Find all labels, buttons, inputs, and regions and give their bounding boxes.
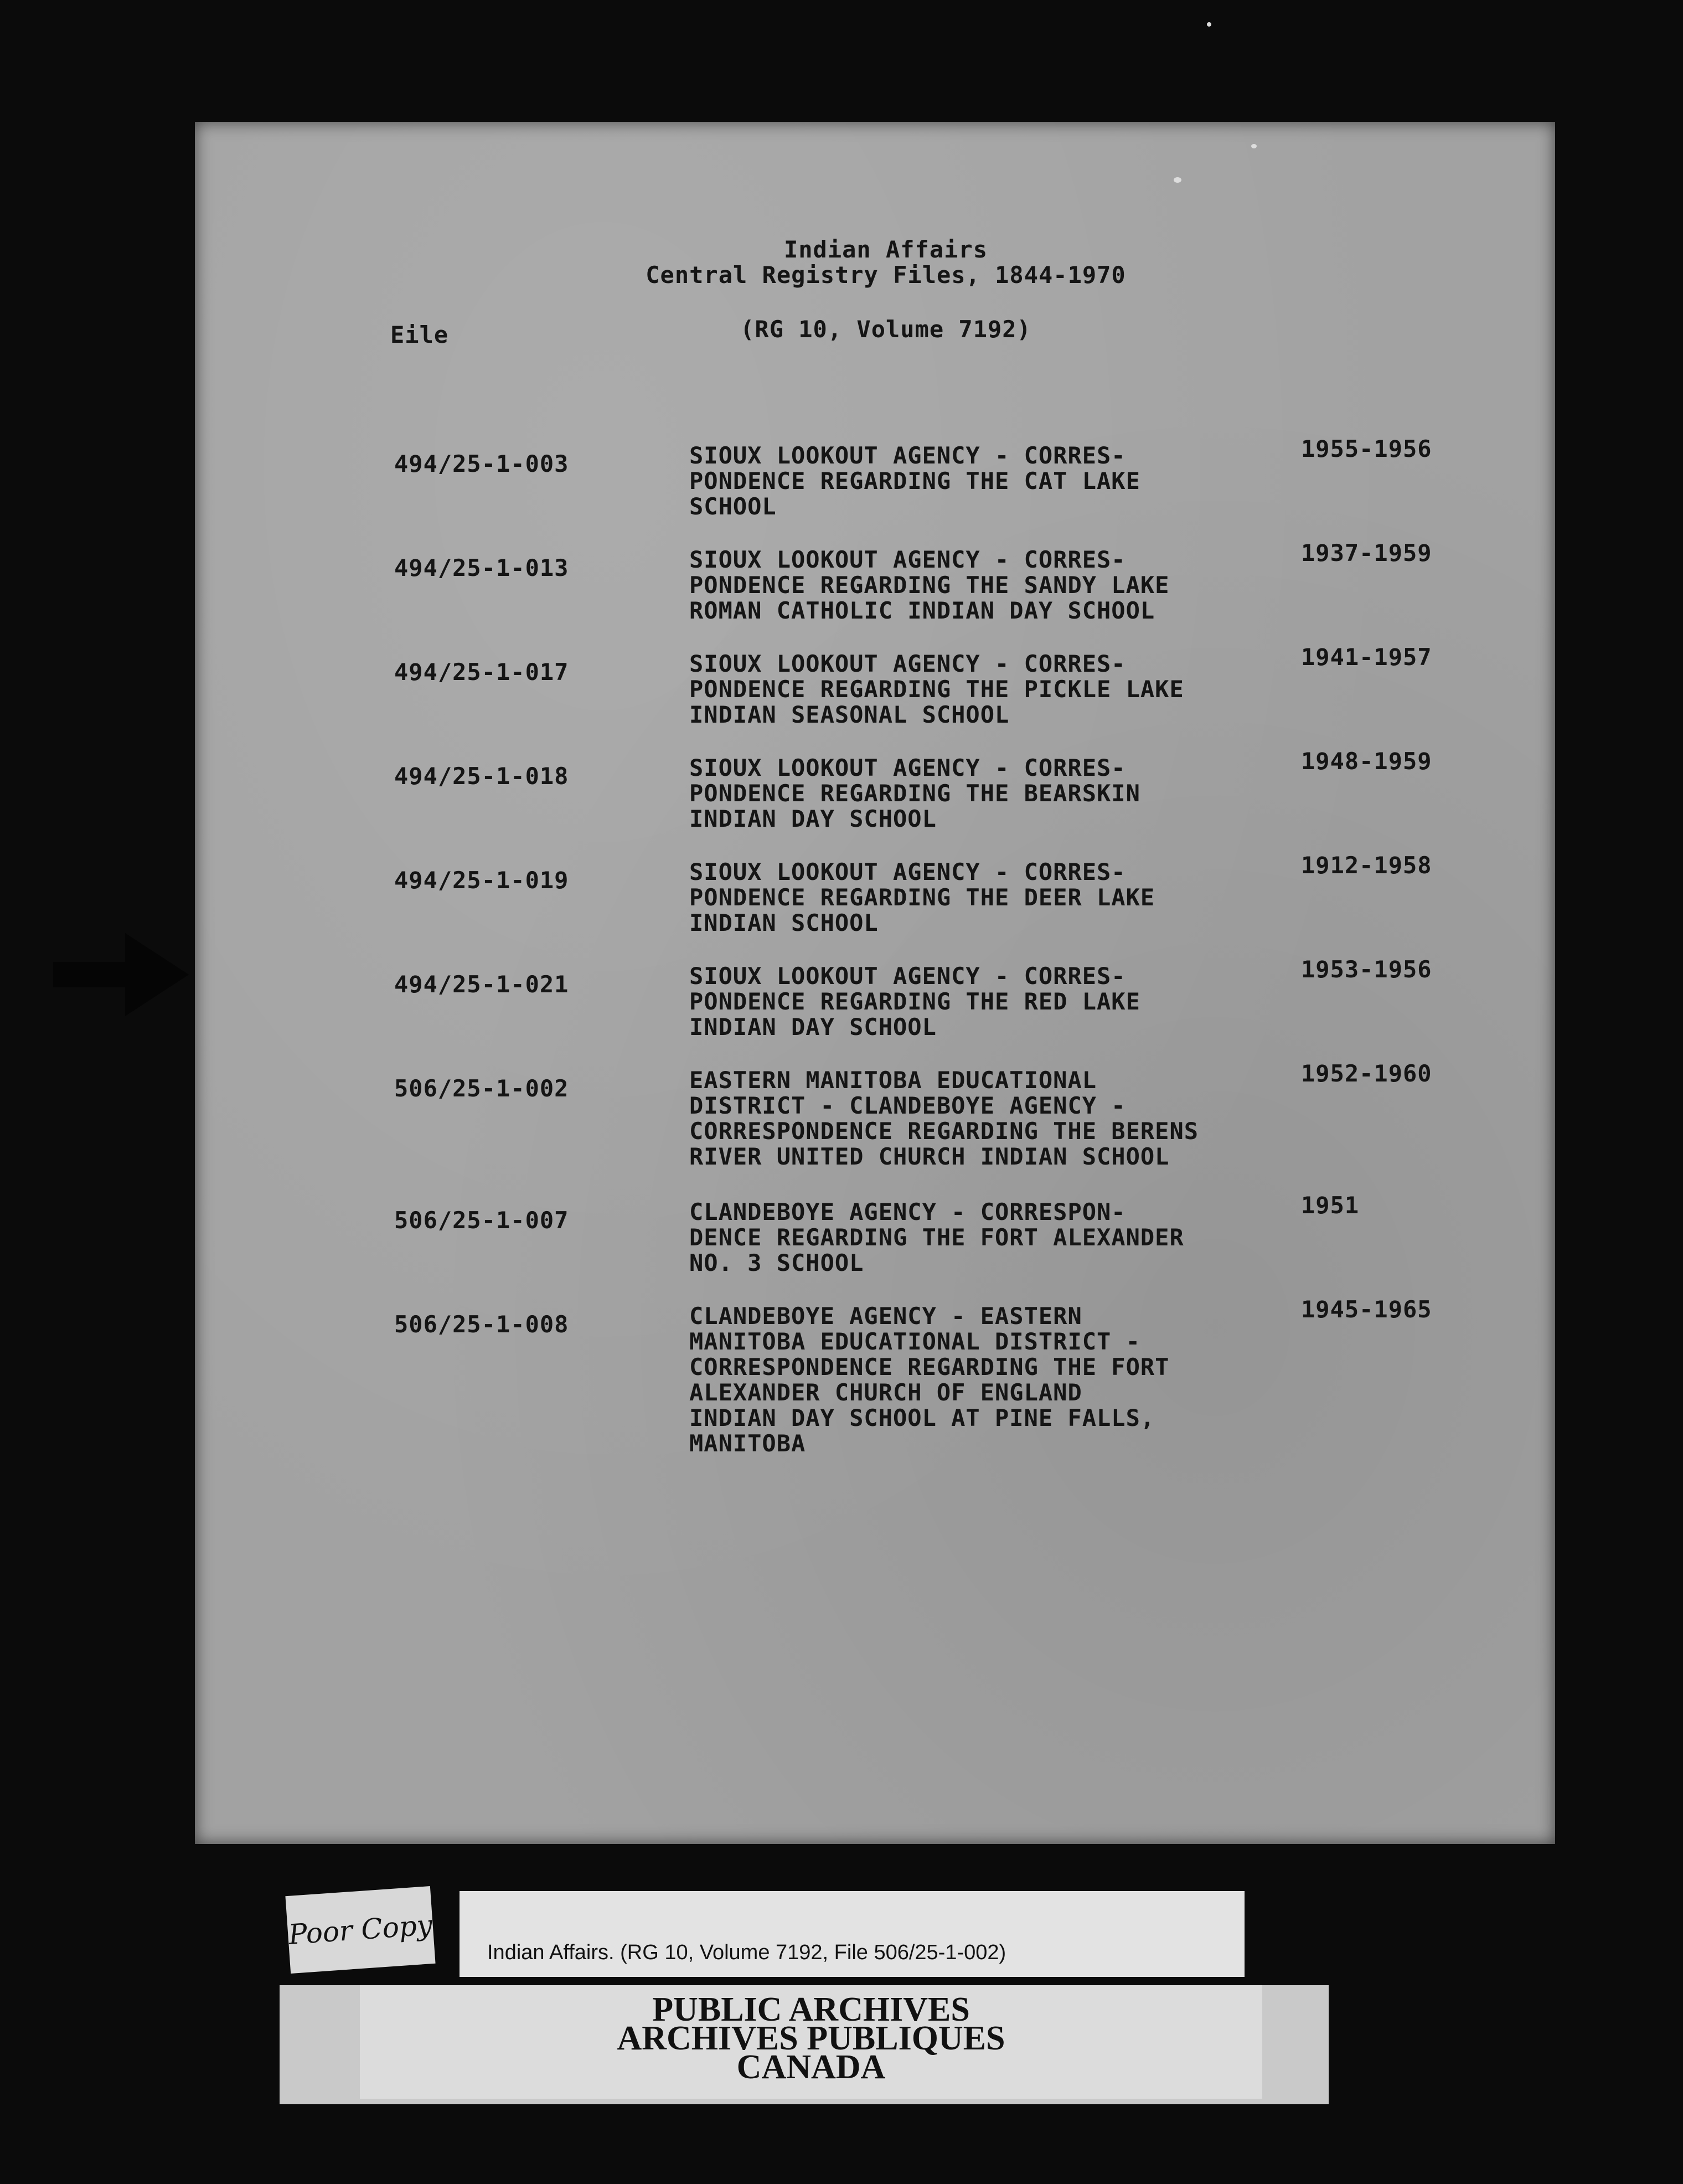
file-number: 494/25-1-019 (394, 867, 569, 894)
file-description-line: PONDENCE REGARDING THE RED LAKE (689, 988, 1140, 1015)
file-description-line: INDIAN SCHOOL (689, 909, 879, 936)
archives-line-3: CANADA (736, 2048, 886, 2086)
file-years: 1912-1958 (1301, 852, 1432, 879)
file-description-line: PONDENCE REGARDING THE DEER LAKE (689, 884, 1155, 911)
file-description-line: CLANDEBOYE AGENCY - CORRESPON- (689, 1198, 1126, 1225)
file-description-line: SIOUX LOOKOUT AGENCY - CORRES- (689, 962, 1126, 990)
file-description-line: SCHOOL (689, 493, 777, 520)
arrow-right-icon (53, 933, 192, 1016)
file-description-line: INDIAN SEASONAL SCHOOL (689, 701, 1010, 728)
file-description-line: DENCE REGARDING THE FORT ALEXANDER (689, 1224, 1184, 1251)
file-description-line: PONDENCE REGARDING THE BEARSKIN (689, 780, 1140, 807)
file-description-line: EASTERN MANITOBA EDUCATIONAL (689, 1067, 1097, 1094)
file-description-line: NO. 3 SCHOOL (689, 1249, 864, 1276)
file-description-line: SIOUX LOOKOUT AGENCY - CORRES- (689, 442, 1126, 469)
file-years: 1937-1959 (1301, 539, 1432, 566)
file-years: 1951 (1301, 1192, 1360, 1219)
file-description-line: INDIAN DAY SCHOOL (689, 805, 937, 832)
file-description-line: ALEXANDER CHURCH OF ENGLAND (689, 1379, 1082, 1406)
file-years: 1953-1956 (1301, 956, 1432, 983)
caption-text: Indian Affairs. (RG 10, Volume 7192, File 506/25-1-002) (487, 1941, 1006, 1964)
file-number: 506/25-1-002 (394, 1075, 569, 1102)
header-title: Indian Affairs (783, 236, 988, 263)
file-years: 1948-1959 (1301, 748, 1432, 775)
file-years: 1952-1960 (1301, 1060, 1432, 1087)
file-description-line: RIVER UNITED CHURCH INDIAN SCHOOL (689, 1143, 1170, 1170)
file-description-line: PONDENCE REGARDING THE CAT LAKE (689, 467, 1140, 495)
file-description-line: SIOUX LOOKOUT AGENCY - CORRES- (689, 650, 1126, 677)
file-years: 1955-1956 (1301, 435, 1432, 462)
file-description-line: SIOUX LOOKOUT AGENCY - CORRES- (689, 858, 1126, 885)
file-description-line: CORRESPONDENCE REGARDING THE BERENS (689, 1117, 1199, 1145)
file-description-line: PONDENCE REGARDING THE SANDY LAKE (689, 571, 1170, 599)
header-subtitle: Central Registry Files, 1844-1970 (646, 261, 1126, 289)
file-description-line: CLANDEBOYE AGENCY - EASTERN (689, 1302, 1082, 1330)
file-description-line: SIOUX LOOKOUT AGENCY - CORRES- (689, 754, 1126, 781)
file-description-line: PONDENCE REGARDING THE PICKLE LAKE (689, 676, 1184, 703)
file-years: 1945-1965 (1301, 1296, 1432, 1323)
dust-speck (1174, 177, 1181, 183)
file-number: 506/25-1-008 (394, 1311, 569, 1338)
file-description-line: INDIAN DAY SCHOOL AT PINE FALLS, (689, 1404, 1155, 1431)
archives-line-2: ARCHIVES PUBLIQUES (617, 2020, 1005, 2057)
dust-speck (1207, 22, 1211, 27)
file-description-line: INDIAN DAY SCHOOL (689, 1013, 937, 1041)
file-number: 494/25-1-013 (394, 554, 569, 581)
file-description-line: MANITOBA (689, 1430, 806, 1457)
file-description-line: MANITOBA EDUCATIONAL DISTRICT - (689, 1328, 1140, 1355)
file-description-line: DISTRICT - CLANDEBOYE AGENCY - (689, 1092, 1126, 1119)
volume-reference: (RG 10, Volume 7192) (740, 316, 1031, 343)
file-description-line: SIOUX LOOKOUT AGENCY - CORRES- (689, 546, 1126, 573)
dust-speck (1251, 144, 1257, 148)
file-description-line: ROMAN CATHOLIC INDIAN DAY SCHOOL (689, 597, 1155, 624)
handwritten-note: Poor Copy (285, 1886, 435, 1974)
file-years: 1941-1957 (1301, 643, 1432, 671)
file-number: 494/25-1-017 (394, 658, 569, 686)
file-number: 494/25-1-003 (394, 450, 569, 477)
file-column-label: Eile (390, 321, 449, 348)
file-number: 494/25-1-021 (394, 971, 569, 998)
file-description-line: CORRESPONDENCE REGARDING THE FORT (689, 1353, 1170, 1381)
file-number: 506/25-1-007 (394, 1207, 569, 1234)
file-number: 494/25-1-018 (394, 763, 569, 790)
archives-line-1: PUBLIC ARCHIVES (652, 1991, 970, 2028)
